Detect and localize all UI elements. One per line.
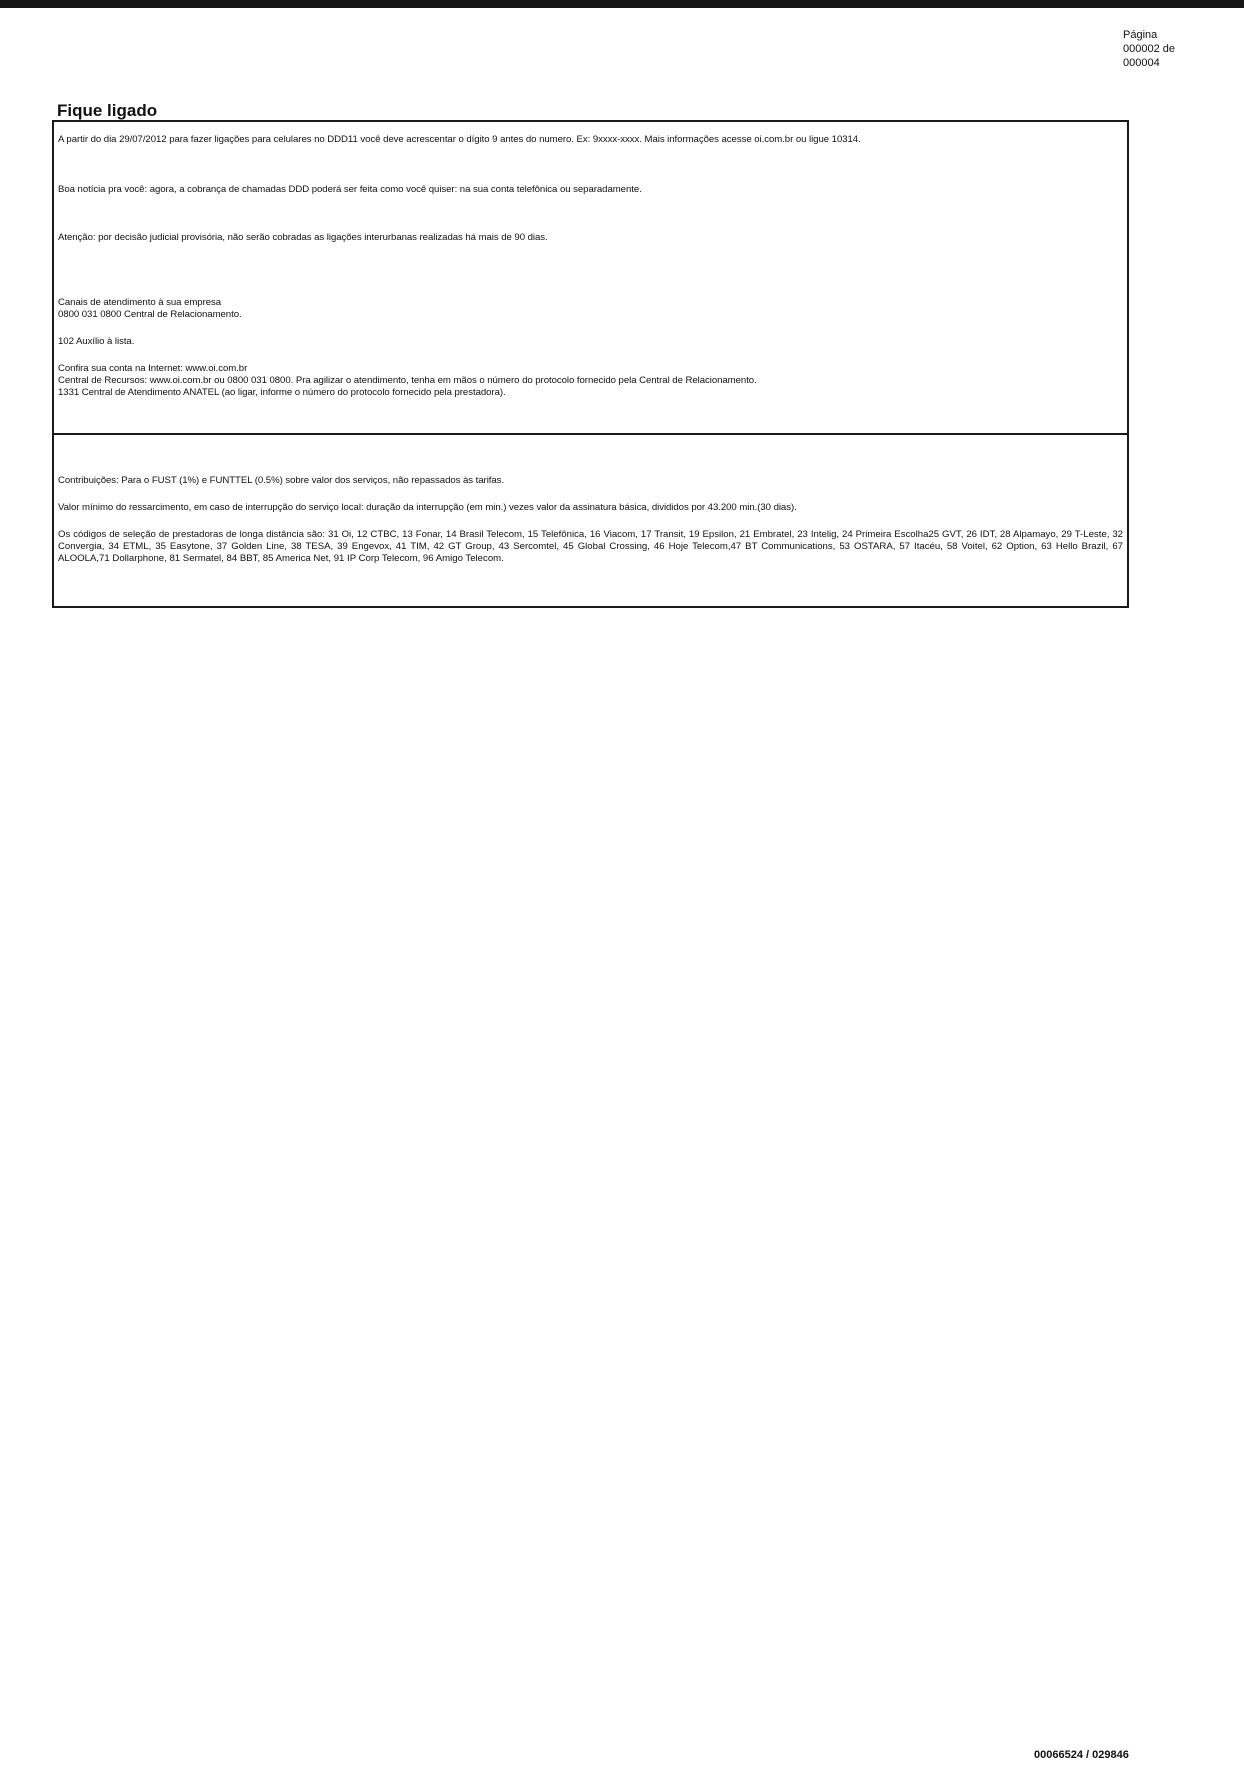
notice-ddd11: A partir do dia 29/07/2012 para fazer ligações para celulares no DDD11 você deve acrescentar o dígito 9 antes do numero. Ex: 9xxxx-xxxx. Mais informações acesse oi.com.br ou ligue 10314. bbox=[58, 134, 861, 145]
section-title: Fique ligado bbox=[57, 101, 158, 120]
notice-judicial: Atenção: por decisão judicial provisória, não serão cobradas as ligações interurbanas realizadas há mais de 90 dias. bbox=[58, 232, 548, 243]
info-ressarcimento: Valor mínimo do ressarcimento, em caso de interrupção do serviço local: duração da interrupção (em min.) vezes valor da assinatura básica, divididos por 43.200 min.(30 dias). bbox=[58, 502, 797, 513]
channels-title: Canais de atendimento à sua empresa bbox=[58, 297, 222, 308]
info-contribuicoes: Contribuições: Para o FUST (1%) e FUNTTEL (0.5%) sobre valor dos serviços, não repassados às tarifas. bbox=[58, 475, 505, 486]
document-id: 00066524 / 029846 bbox=[1034, 1749, 1129, 1761]
notice-ddd-billing: Boa notícia pra você: agora, a cobrança de chamadas DDD poderá ser feita como você quiser: na sua conta telefônica ou separadamente. bbox=[58, 184, 642, 195]
channels-phone: 0800 031 0800 Central de Relacionamento. bbox=[58, 309, 242, 320]
channels-auxilio: 102 Auxílio à lista. bbox=[58, 336, 135, 347]
info-codigos: Os códigos de seleção de prestadoras de longa distância são: 31 Oi, 12 CTBC, 13 Fonar, 14 Brasil Telecom, 15 Telefônica, 16 Viacom, 17 Transit, 19 Epsilon, 21 Embratel, 23 Intelig, 24 Primeira Escolha25 GVT, 26 IDT, 28 Alpamayo, 29 T-Leste, 32 Convergia, 34 ETML, 35 Easytone, 37 Golden Line, 38 TESA, 39 Engevox, 41 TIM, 42 GT Group, 43 Sercomtel, 45 Global Crossing, 46 Hoje Telecom,47 BT Communications, 53 OSTARA, 57 Itacéu, 58 Voitel, 62 Option, 63 Hello Brazil, 67 ALOOLA,71 Dollarphone, 81 Sermatel, 84 BBT, 85 America Net, 91 IP Corp Telecom, 96 Amigo Telecom. bbox=[58, 529, 1123, 564]
notices-box bbox=[52, 120, 1129, 435]
top-border bbox=[0, 0, 1244, 8]
page-label: Página bbox=[1123, 29, 1158, 41]
page-number bbox=[1123, 28, 1233, 70]
info-box bbox=[52, 433, 1129, 608]
channels-anatel: 1331 Central de Atendimento ANATEL (ao ligar, informe o número do protocolo fornecido pela prestadora). bbox=[58, 387, 506, 398]
channels-internet: Confira sua conta na Internet: www.oi.com.br bbox=[58, 363, 248, 374]
channels-recursos: Central de Recursos: www.oi.com.br ou 0800 031 0800. Pra agilizar o atendimento, tenha em mãos o número do protocolo fornecido pela Central de Relacionamento. bbox=[58, 375, 757, 386]
page-current: 000002 de bbox=[1123, 43, 1175, 55]
page-total: 000004 bbox=[1123, 57, 1160, 69]
